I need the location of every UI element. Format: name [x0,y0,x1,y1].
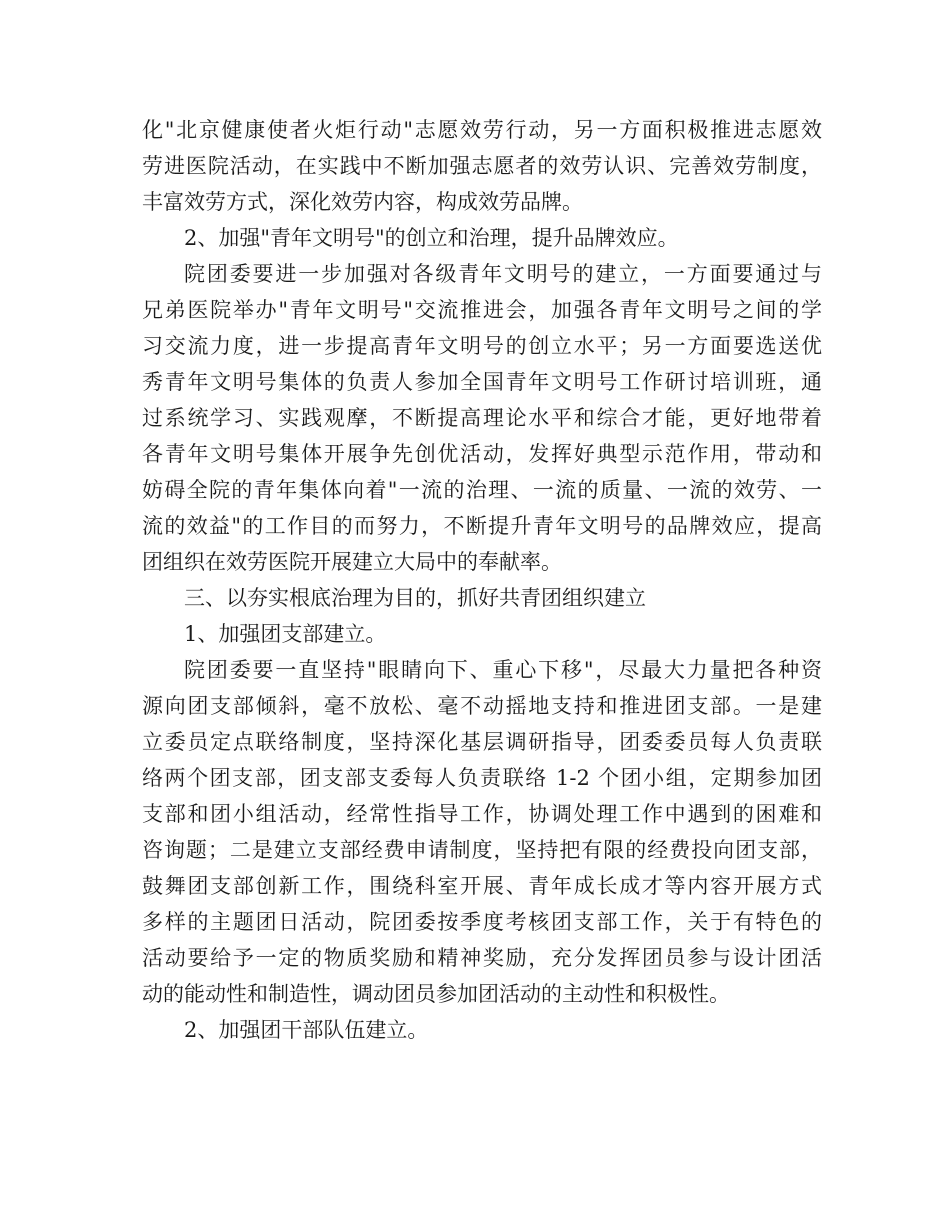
text-line: 络两个团支部，团支部支委每人负责联络 1-2 个团小组，定期参加团 [142,766,822,790]
text-line: 2、加强团干部队伍建立。 [184,1018,429,1042]
text-line: 1、加强团支部建立。 [184,622,387,646]
text-line: 活动要给予一定的物质奖励和精神奖励，充分发挥团员参与设计团活 [142,946,822,970]
text-line: 过系统学习、实践观摩，不断提高理论水平和综合才能，更好地带着 [142,406,822,430]
text-line: 支部和团小组活动，经常性指导工作，协调处理工作中遇到的困难和 [142,802,822,826]
text-line: 化"北京健康使者火炬行动"志愿效劳行动，另一方面积极推进志愿效 [142,118,822,142]
text-line: 各青年文明号集体开展争先创优活动，发挥好典型示范作用，带动和 [142,442,822,466]
text-line: 兄弟医院举办"青年文明号"交流推进会，加强各青年文明号之间的学 [142,298,822,322]
text-line: 院团委要进一步加强对各级青年文明号的建立，一方面要通过与 [184,262,822,286]
text-line: 妨碍全院的青年集体向着"一流的治理、一流的质量、一流的效劳、一 [142,478,822,502]
text-line: 源向团支部倾斜，毫不放松、毫不动摇地支持和推进团支部。一是建 [142,694,822,718]
text-line: 秀青年文明号集体的负责人参加全国青年文明号工作研讨培训班，通 [142,370,822,394]
text-line: 三、以夯实根底治理为目的，抓好共青团组织建立 [184,586,646,610]
text-line: 丰富效劳方式，深化效劳内容，构成效劳品牌。 [142,190,583,214]
text-line: 劳进医院活动，在实践中不断加强志愿者的效劳认识、完善效劳制度， [142,154,822,178]
text-line: 院团委要一直坚持"眼睛向下、重心下移"，尽最大力量把各种资 [184,658,822,682]
text-line: 咨询题；二是建立支部经费申请制度，坚持把有限的经费投向团支部， [142,838,822,862]
text-line: 团组织在效劳医院开展建立大局中的奉献率。 [142,550,562,574]
text-line: 立委员定点联络制度，坚持深化基层调研指导，团委委员每人负责联 [142,730,822,754]
text-line: 动的能动性和制造性，调动团员参加团活动的主动性和积极性。 [142,982,730,1006]
document-body [142,112,822,1048]
text-line: 鼓舞团支部创新工作，围绕科室开展、青年成长成才等内容开展方式 [142,874,822,898]
text-line: 流的效益"的工作目的而努力，不断提升青年文明号的品牌效应，提高 [142,514,822,538]
text-line: 2、加强"青年文明号"的创立和治理，提升品牌效应。 [184,226,679,250]
text-line: 多样的主题团日活动，院团委按季度考核团支部工作，关于有特色的 [142,910,822,934]
text-line: 习交流力度，进一步提高青年文明号的创立水平；另一方面要选送优 [142,334,822,358]
